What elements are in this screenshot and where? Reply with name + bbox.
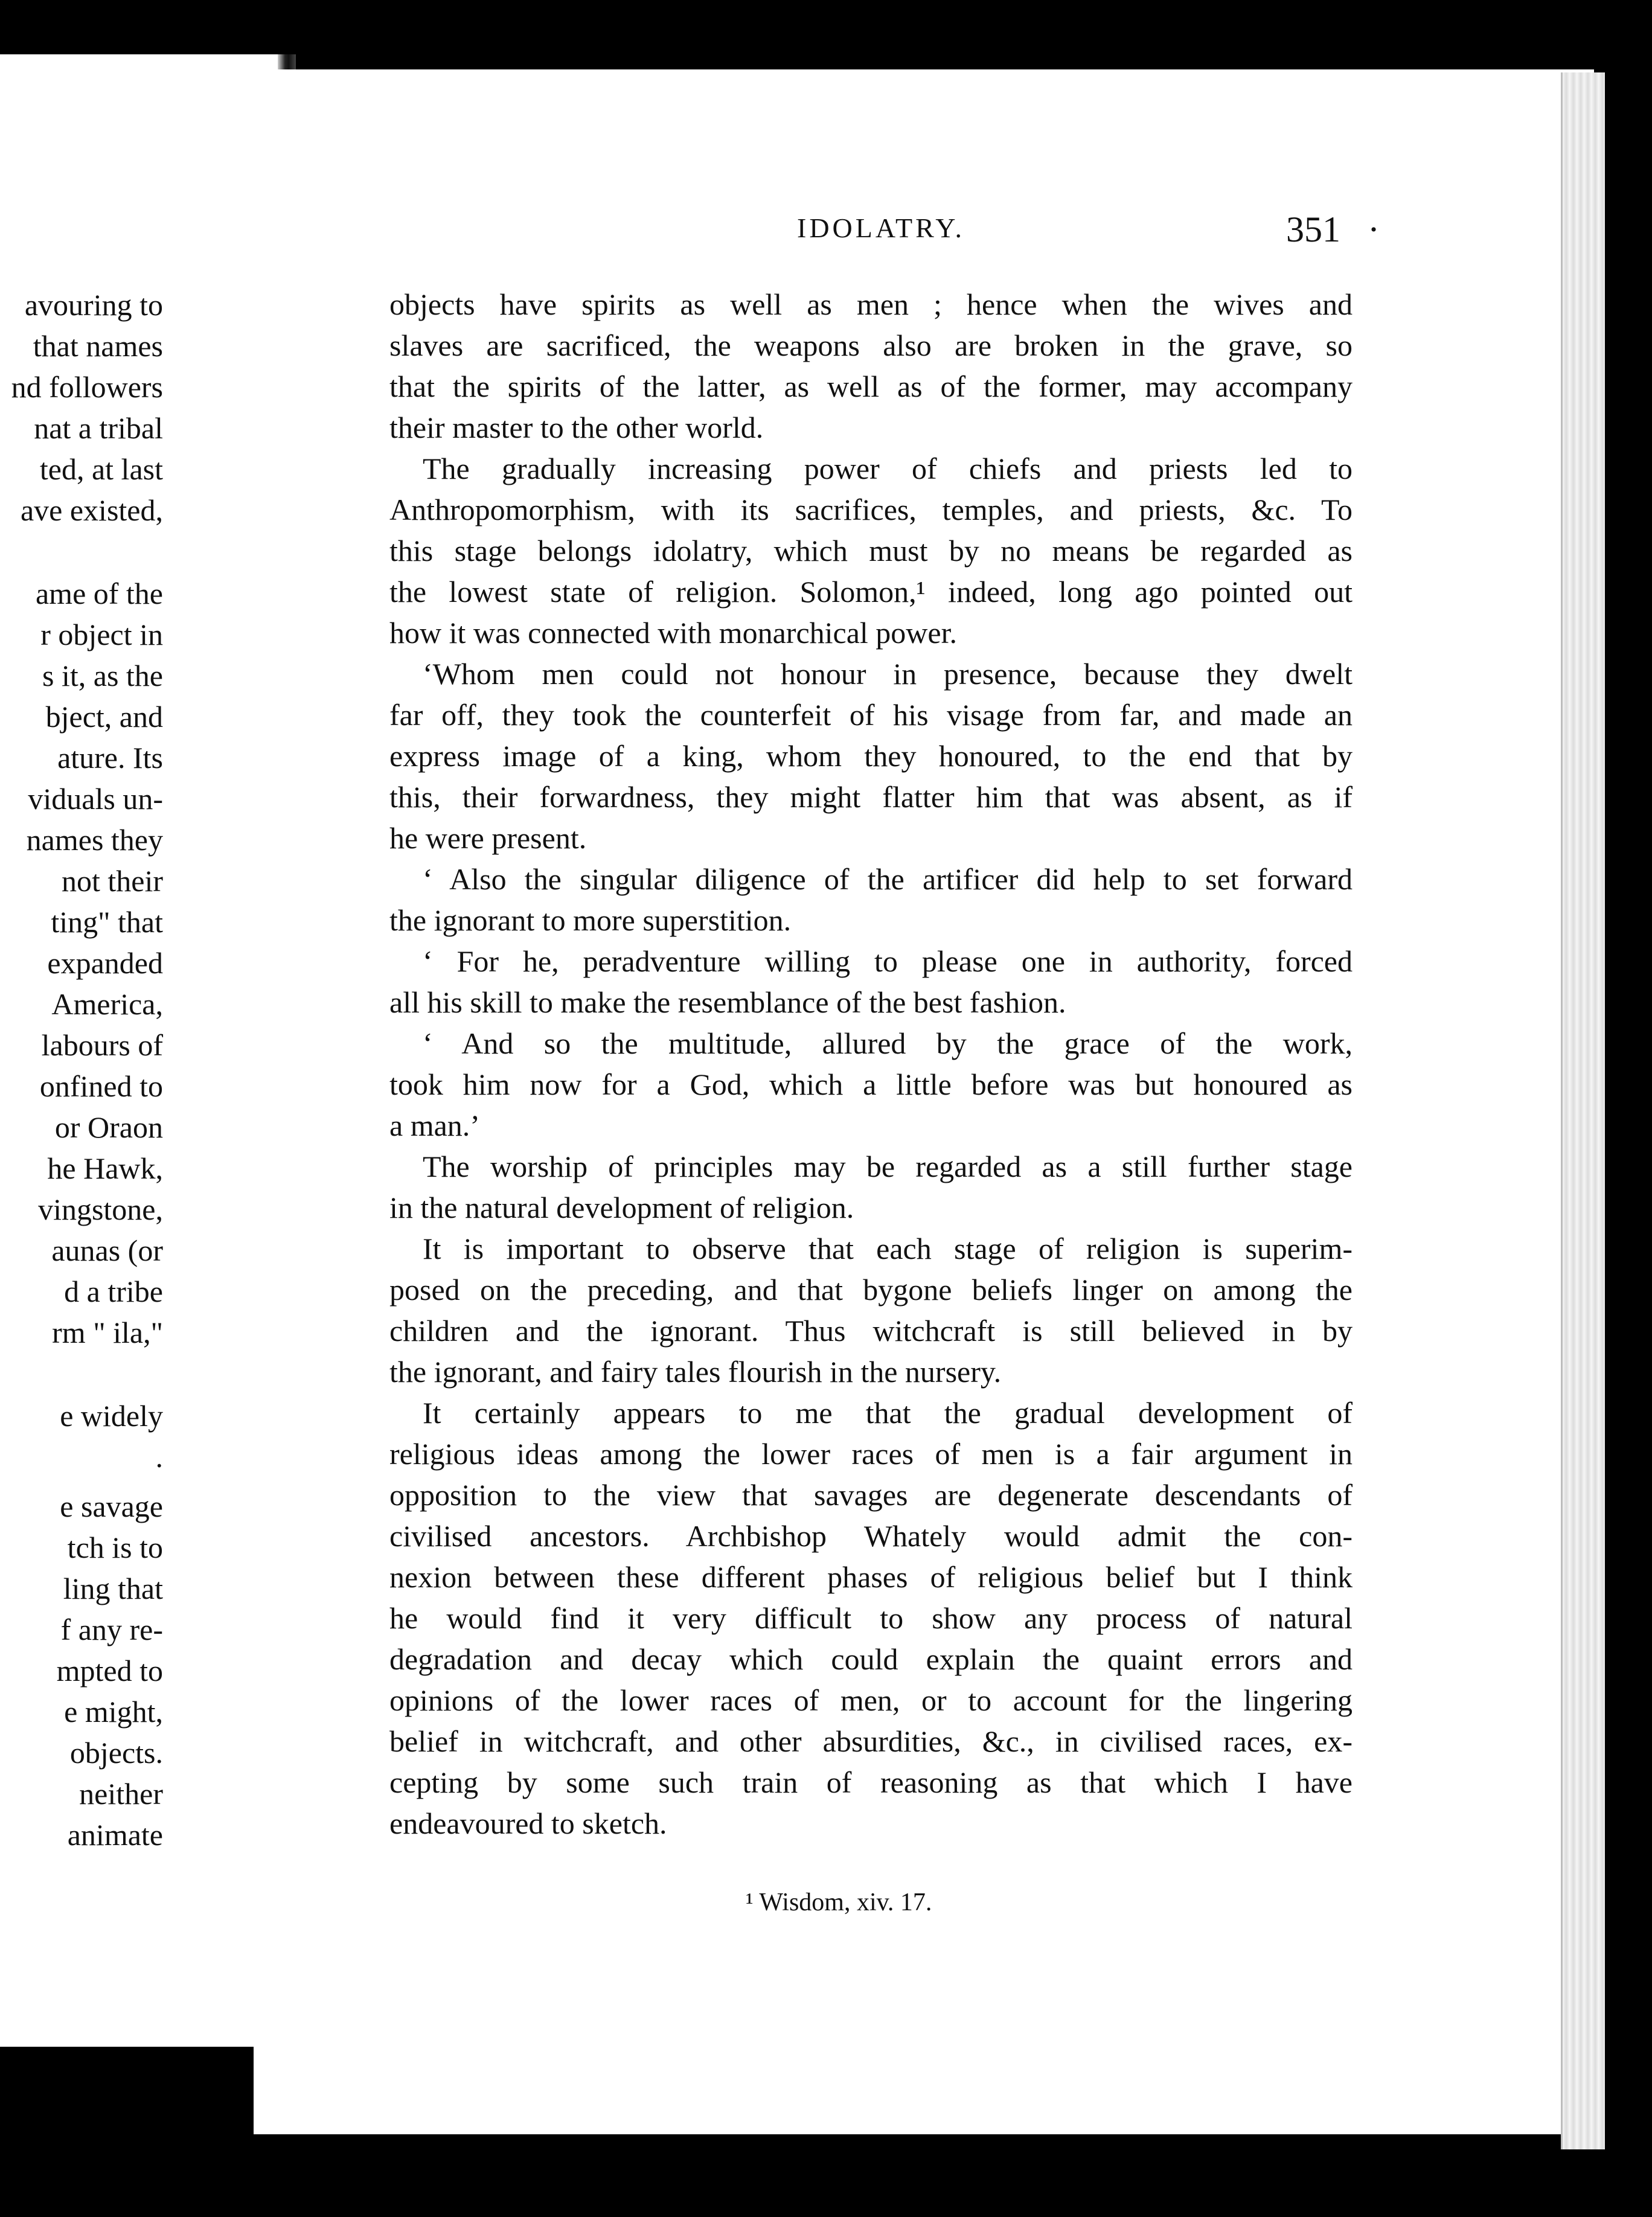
left-page-line: avouring to (24, 288, 163, 322)
page-number-value: 351 (1286, 210, 1340, 249)
left-page-line: neither (79, 1777, 163, 1811)
left-page-line: objects. (69, 1736, 163, 1770)
body-line: opinions of the lower races of men, or to account for the lingering (389, 1683, 1353, 1717)
page-body (389, 284, 1353, 1844)
body-line: religious ideas among the lower races of men is a fair argument in (389, 1437, 1353, 1471)
left-page-line: or Oraon (54, 1110, 163, 1144)
left-page-line: onfined to (39, 1069, 163, 1103)
body-line: ‘ For he, peradventure willing to please one in authority, forced (423, 944, 1353, 978)
body-line: belief in witchcraft, and other absurdities, &c., in civilised races, ex- (389, 1724, 1353, 1758)
body-line: children and the ignorant. Thus witchcraft is still believed in by (389, 1314, 1353, 1348)
body-line: he were present. (389, 821, 587, 855)
body-line: the lowest state of religion. Solomon,¹ indeed, long ago pointed out (389, 575, 1353, 609)
left-page-line: ted, at last (39, 452, 163, 486)
body-line: ‘ Also the singular diligence of the artificer did help to set forward (423, 862, 1353, 896)
body-line: civilised ancestors. Archbishop Whately would admit the con- (389, 1519, 1353, 1553)
left-page-line: d a tribe (64, 1275, 163, 1308)
body-line: nexion between these different phases of religious belief but I think (389, 1560, 1353, 1594)
body-line: It certainly appears to me that the gradual development of (423, 1396, 1353, 1430)
left-page-line: expanded (47, 946, 163, 980)
body-line: opposition to the view that savages are degenerate descendants of (389, 1478, 1353, 1512)
left-page-line: f any re- (60, 1613, 163, 1646)
body-line: that the spirits of the latter, as well as of the former, may accompany (389, 370, 1353, 403)
left-page-line: e might, (64, 1695, 163, 1729)
left-page-line: mpted to (56, 1654, 163, 1688)
body-line: cepting by some such train of reasoning as that which I have (389, 1765, 1353, 1799)
left-page-line: r object in (40, 618, 163, 651)
left-page-line: aunas (or (51, 1233, 163, 1267)
body-line: The gradually increasing power of chiefs and priests led to (423, 452, 1353, 485)
left-page-line: . (155, 1440, 163, 1474)
left-page-line: s it, as the (42, 659, 163, 693)
left-page-line: animate (67, 1818, 163, 1852)
left-page-line: ting" that (51, 905, 163, 939)
left-page-line: vingstone, (38, 1192, 163, 1226)
body-line: endeavoured to sketch. (389, 1806, 667, 1840)
page-number (1286, 211, 1380, 248)
body-line: ‘Whom men could not honour in presence, because they dwelt (423, 657, 1353, 691)
page-edges (1561, 72, 1605, 2149)
left-page-line: not their (61, 864, 163, 898)
left-page (0, 54, 278, 2047)
left-page-line: America, (51, 987, 163, 1021)
left-page-line: ame of the (35, 577, 163, 610)
body-line: The worship of principles may be regarded as a still further stage (423, 1150, 1353, 1183)
page-number-mark: · (1368, 210, 1380, 249)
left-page-line: e savage (60, 1489, 163, 1523)
left-page-line: e widely (60, 1399, 163, 1433)
running-title: IDOLATRY. (797, 213, 965, 243)
body-line: slaves are sacrificed, the weapons also are broken in the grave, so (389, 328, 1353, 362)
left-page-line: viduals un- (28, 782, 163, 816)
body-line: It is important to observe that each stage of religion is superim- (423, 1232, 1353, 1265)
body-line: their master to the other world. (389, 411, 764, 444)
body-line: a man.’ (389, 1108, 480, 1142)
body-line: this, their forwardness, they might flatter him that was absent, as if (389, 780, 1353, 814)
body-line: this stage belongs idolatry, which must by no means be regarded as (389, 534, 1353, 568)
body-line: all his skill to make the resemblance of the best fashion. (389, 985, 1066, 1019)
body-line: the ignorant to more superstition. (389, 903, 792, 937)
left-page-line: bject, and (45, 700, 163, 734)
body-line: far off, they took the counterfeit of his visage from far, and made an (389, 698, 1353, 732)
left-page-line: ature. Its (57, 741, 163, 775)
left-page-line: he Hawk, (47, 1151, 163, 1185)
body-line: took him now for a God, which a little before was but honoured as (389, 1067, 1353, 1101)
body-line: Anthropomorphism, with its sacrifices, temples, and priests, &c. To (389, 493, 1353, 526)
body-line: express image of a king, whom they honoured, to the end that by (389, 739, 1353, 773)
left-page-line: ave existed, (20, 493, 163, 527)
body-line: objects have spirits as well as men ; hence when the wives and (389, 287, 1353, 321)
left-page-line: ling that (63, 1572, 163, 1605)
left-page-line: nat a tribal (34, 411, 163, 445)
body-line: how it was connected with monarchical power. (389, 616, 957, 650)
body-line: he would find it very difficult to show any process of natural (389, 1601, 1353, 1635)
left-page-line: nd followers (11, 370, 163, 404)
left-page-line: that names (33, 329, 163, 363)
left-page-line: labours of (41, 1028, 163, 1062)
left-page-line: names they (26, 823, 163, 857)
body-line: degradation and decay which could explain the quaint errors and (389, 1642, 1353, 1676)
footnote: ¹ Wisdom, xiv. 17. (746, 1889, 932, 1916)
body-line: ‘ And so the multitude, allured by the grace of the work, (423, 1026, 1353, 1060)
body-line: posed on the preceding, and that bygone beliefs linger on among the (389, 1273, 1353, 1307)
left-page-line: rm " ila," (52, 1316, 163, 1349)
body-line: the ignorant, and fairy tales flourish in the nursery. (389, 1355, 1002, 1389)
body-line: in the natural development of religion. (389, 1191, 854, 1224)
left-page-line: tch is to (67, 1531, 163, 1564)
